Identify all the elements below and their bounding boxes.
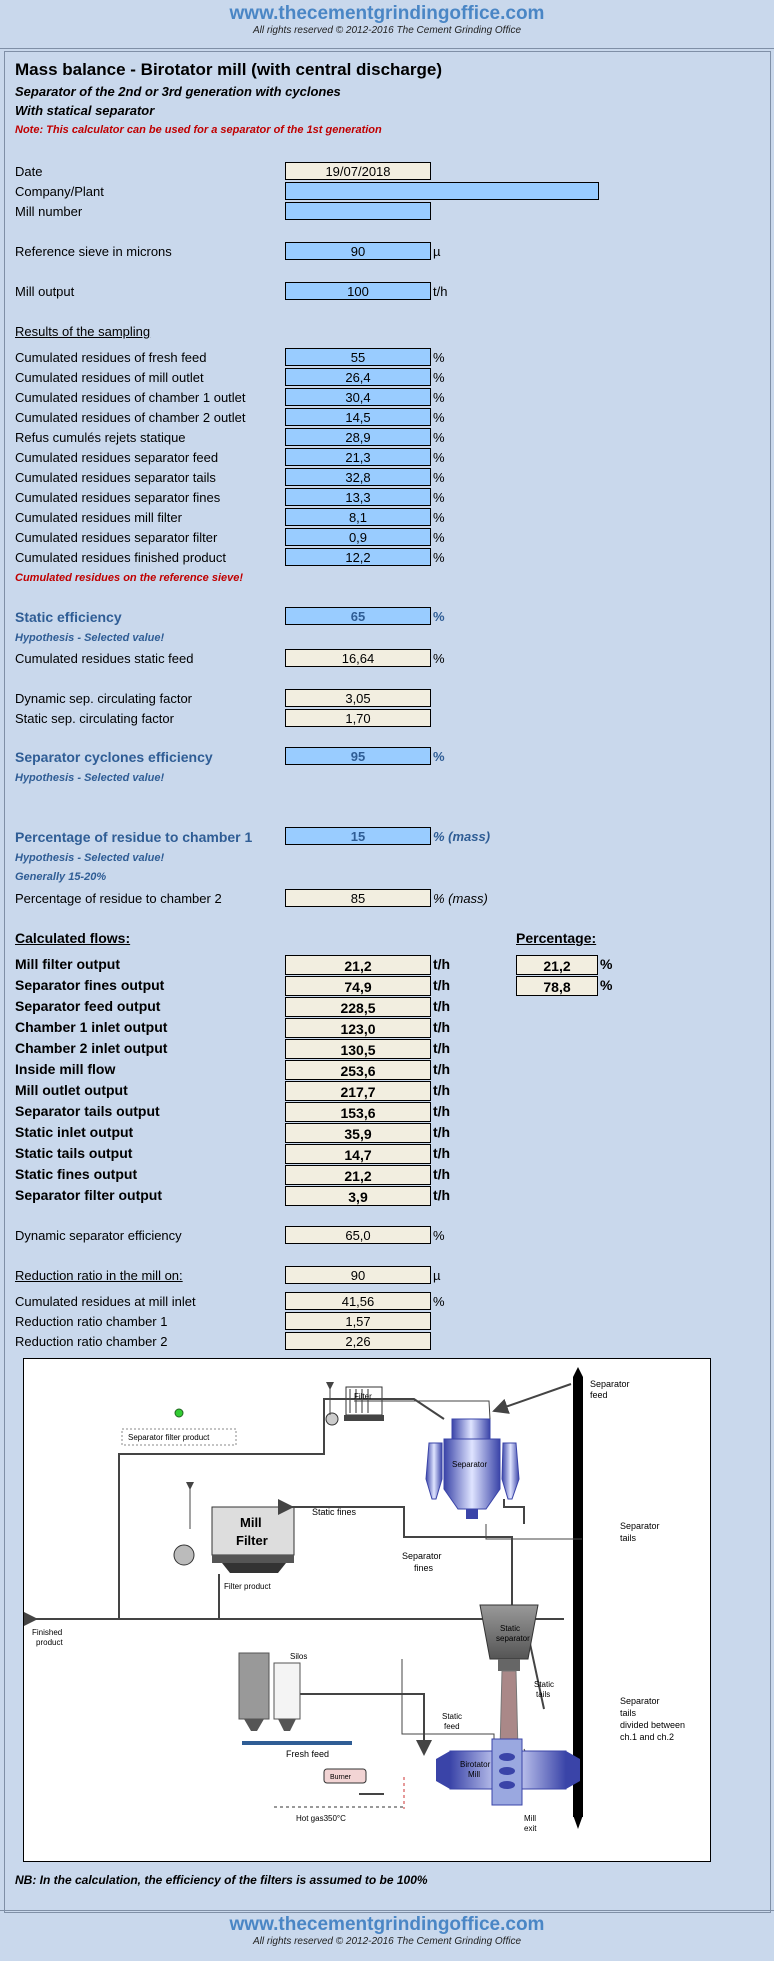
sampling-row-field[interactable]: 26,4 xyxy=(285,368,431,386)
residue-ch2-label: Percentage of residue to chamber 2 xyxy=(15,891,222,906)
sampling-row-unit: % xyxy=(433,490,445,505)
lbl-finished-2: product xyxy=(36,1638,63,1647)
flow-row-label: Inside mill flow xyxy=(15,1061,116,1077)
sampling-row-label: Cumulated residues finished product xyxy=(15,550,227,565)
top-header xyxy=(0,3,774,36)
flow-row-label: Mill outlet output xyxy=(15,1082,128,1098)
lbl-hot-gas: Hot gas350°C xyxy=(296,1814,346,1823)
inlet-res-label: Cumulated residues at mill inlet xyxy=(15,1294,196,1309)
mill-output-label: Mill output xyxy=(15,284,75,299)
process-diagram xyxy=(23,1358,711,1862)
pct-unit: % xyxy=(600,977,613,993)
sampling-row-field[interactable]: 14,5 xyxy=(285,408,431,426)
flow-row-value: 253,6 xyxy=(285,1060,431,1080)
site-link[interactable]: www.thecementgrindingoffice.com xyxy=(229,3,545,24)
flow-row-unit: t/h xyxy=(433,1145,451,1161)
mill-output-field[interactable]: 100 xyxy=(285,282,431,300)
sampling-row-unit: % xyxy=(433,390,445,405)
pct-value: 78,8 xyxy=(516,976,598,996)
static-eff-field[interactable]: 65 xyxy=(285,607,431,625)
sampling-row-unit: % xyxy=(433,350,445,365)
sampling-row-label: Cumulated residues separator feed xyxy=(15,450,219,465)
flow-row-value: 3,9 xyxy=(285,1186,431,1206)
reduction-sieve-unit: µ xyxy=(433,1268,441,1283)
pct-value: 21,2 xyxy=(516,955,598,975)
cyclones-field[interactable]: 95 xyxy=(285,747,431,765)
date-field[interactable]: 19/07/2018 xyxy=(285,162,431,180)
lbl-static-feed-2: feed xyxy=(444,1722,460,1731)
static-eff-unit: % xyxy=(433,609,445,624)
inlet-res-value: 41,56 xyxy=(285,1292,431,1310)
lbl-tails-div-1: Separator xyxy=(620,1696,660,1706)
sampling-row-label: Cumulated residues separator filter xyxy=(15,530,218,545)
lbl-separator: Separator xyxy=(452,1460,488,1469)
bucket-elevator xyxy=(573,1377,583,1817)
flow-row-label: Separator fines output xyxy=(15,977,165,993)
lbl-tails-div-4: ch.1 and ch.2 xyxy=(620,1732,675,1742)
flow-row-value: 228,5 xyxy=(285,997,431,1017)
sampling-row-field[interactable]: 0,9 xyxy=(285,528,431,546)
flow-row-value: 21,2 xyxy=(285,1165,431,1185)
lbl-birotator-1: Birotator xyxy=(460,1760,491,1769)
site-link-bottom[interactable]: www.thecementgrindingoffice.com xyxy=(229,1914,545,1935)
flow-row-label: Static inlet output xyxy=(15,1124,134,1140)
lbl-sep-tails-2: tails xyxy=(620,1533,637,1543)
mill-number-field[interactable] xyxy=(285,202,431,220)
divider-bottom xyxy=(0,1910,774,1911)
sieve-label: Reference sieve in microns xyxy=(15,244,172,259)
flow-row-value: 217,7 xyxy=(285,1081,431,1101)
flow-row-unit: t/h xyxy=(433,998,451,1014)
static-feed-label: Cumulated residues static feed xyxy=(15,651,194,666)
flow-row-value: 21,2 xyxy=(285,955,431,975)
dyn-eff-label: Dynamic separator efficiency xyxy=(15,1228,182,1243)
lbl-sep-feed-2: feed xyxy=(590,1390,608,1400)
sampling-row-label: Cumulated residues of chamber 1 outlet xyxy=(15,390,246,405)
stat-circ-value: 1,70 xyxy=(285,709,431,727)
sampling-note: Cumulated residues on the reference sieve! xyxy=(15,572,244,584)
sampling-row-field[interactable]: 28,9 xyxy=(285,428,431,446)
subtitle-2: With statical separator xyxy=(15,103,155,118)
flow-row-label: Chamber 2 inlet output xyxy=(15,1040,168,1056)
lbl-filter-product: Filter product xyxy=(224,1582,271,1591)
mill-filter-unit xyxy=(174,1507,294,1573)
sampling-row-label: Cumulated residues of fresh feed xyxy=(15,350,207,365)
lbl-tails-div-3: divided between xyxy=(620,1720,686,1730)
copyright-bottom: All rights reserved © 2012-2016 The Cement Grinding Office xyxy=(252,1936,522,1947)
flows-heading: Calculated flows: xyxy=(15,930,131,946)
page-title: Mass balance - Birotator mill (with central discharge) xyxy=(15,60,442,79)
flow-row-label: Chamber 1 inlet output xyxy=(15,1019,168,1035)
lbl-mill-filter-2: Filter xyxy=(236,1533,268,1548)
sampling-row-label: Cumulated residues of mill outlet xyxy=(15,370,204,385)
lbl-sep-feed-1: Separator xyxy=(590,1379,630,1389)
birotator-mill-unit xyxy=(436,1739,580,1805)
flow-row-value: 35,9 xyxy=(285,1123,431,1143)
sampling-row-field[interactable]: 13,3 xyxy=(285,488,431,506)
stat-circ-label: Static sep. circulating factor xyxy=(15,711,174,726)
lbl-burner: Burner xyxy=(330,1774,352,1781)
mill-number-label: Mill number xyxy=(15,204,83,219)
static-feed-value: 16,64 xyxy=(285,649,431,667)
company-field[interactable] xyxy=(285,182,599,200)
sampling-row-label: Cumulated residues separator fines xyxy=(15,490,221,505)
sampling-row-label: Refus cumulés rejets statique xyxy=(15,430,186,445)
lbl-static-sep-1: Static xyxy=(500,1624,521,1633)
flow-row-unit: t/h xyxy=(433,1040,451,1056)
lbl-static-sep-2: separator xyxy=(496,1634,530,1643)
divider xyxy=(0,48,774,49)
pct-unit: % xyxy=(600,956,613,972)
flow-row-unit: t/h xyxy=(433,1103,451,1119)
lbl-static-fines: Static fines xyxy=(312,1507,357,1517)
cyclones-label: Separator cyclones efficiency xyxy=(15,749,213,765)
footnote: NB: In the calculation, the efficiency of the filters is assumed to be 100% xyxy=(15,1873,428,1887)
residue-hyp: Hypothesis - Selected value! xyxy=(15,852,165,864)
flow-row-unit: t/h xyxy=(433,1061,451,1077)
sampling-row-field[interactable]: 55 xyxy=(285,348,431,366)
residue-hint: Generally 15-20% xyxy=(15,871,107,883)
sampling-row-unit: % xyxy=(433,370,445,385)
copyright: All rights reserved © 2012-2016 The Cement Grinding Office xyxy=(252,25,522,36)
flow-row-unit: t/h xyxy=(433,977,451,993)
sieve-unit: µ xyxy=(433,244,441,259)
lbl-finished-1: Finished xyxy=(32,1628,63,1637)
sampling-row-unit: % xyxy=(433,470,445,485)
flow-row-unit: t/h xyxy=(433,1082,451,1098)
lbl-tails-div-2: tails xyxy=(620,1708,637,1718)
ratio-ch1-label: Reduction ratio chamber 1 xyxy=(15,1314,168,1329)
flow-row-unit: t/h xyxy=(433,1124,451,1140)
dyn-eff-value: 65,0 xyxy=(285,1226,431,1244)
residue-ch1-field[interactable]: 15 xyxy=(285,827,431,845)
company-label: Company/Plant xyxy=(15,184,104,199)
flow-row-label: Static tails output xyxy=(15,1145,133,1161)
dyn-circ-value: 3,05 xyxy=(285,689,431,707)
lbl-sep-fines-1: Separator xyxy=(402,1551,442,1561)
sampling-heading: Results of the sampling xyxy=(15,324,151,339)
flow-row-value: 153,6 xyxy=(285,1102,431,1122)
lbl-sep-filter-product: Separator filter product xyxy=(128,1433,210,1442)
flow-row-value: 74,9 xyxy=(285,976,431,996)
residue-ch2-value: 85 xyxy=(285,889,431,907)
lbl-birotator-2: Mill xyxy=(468,1770,480,1779)
sampling-row-field[interactable]: 21,3 xyxy=(285,448,431,466)
lbl-silos: Silos xyxy=(290,1652,308,1661)
diagram-svg xyxy=(24,1359,710,1861)
lbl-filter: Filter xyxy=(354,1392,372,1401)
flow-row-label: Separator feed output xyxy=(15,998,161,1014)
flow-row-unit: t/h xyxy=(433,1166,451,1182)
flow-row-label: Mill filter output xyxy=(15,956,120,972)
lbl-mill-exit-2: exit xyxy=(524,1824,537,1833)
percentage-heading: Percentage: xyxy=(516,930,597,946)
static-eff-label: Static efficiency xyxy=(15,609,122,625)
sampling-row-field[interactable]: 12,2 xyxy=(285,548,431,566)
lbl-static-tails-2: tails xyxy=(536,1690,551,1699)
sieve-field[interactable]: 90 xyxy=(285,242,431,260)
inlet-res-unit: % xyxy=(433,1294,445,1309)
flow-row-unit: t/h xyxy=(433,956,451,972)
sampling-row-unit: % xyxy=(433,550,445,565)
sampling-row-unit: % xyxy=(433,530,445,545)
flow-row-label: Separator tails output xyxy=(15,1103,160,1119)
flow-row-unit: t/h xyxy=(433,1187,451,1203)
residue-ch1-unit: % (mass) xyxy=(433,829,491,844)
note-1st-gen: Note: This calculator can be used for a separator of the 1st generation xyxy=(15,124,382,136)
flow-row-value: 123,0 xyxy=(285,1018,431,1038)
dyn-eff-unit: % xyxy=(433,1228,445,1243)
lbl-mill-filter-1: Mill xyxy=(240,1515,262,1530)
flow-row-label: Static fines output xyxy=(15,1166,138,1182)
lbl-fresh-feed: Fresh feed xyxy=(286,1749,330,1759)
lbl-sep-tails-1: Separator xyxy=(620,1521,660,1531)
flow-row-value: 14,7 xyxy=(285,1144,431,1164)
static-feed-unit: % xyxy=(433,651,445,666)
residue-ch2-unit: % (mass) xyxy=(433,891,488,906)
sampling-row-field[interactable]: 30,4 xyxy=(285,388,431,406)
sampling-row-unit: % xyxy=(433,450,445,465)
sampling-row-field[interactable]: 32,8 xyxy=(285,468,431,486)
ratio-ch1-value: 1,57 xyxy=(285,1312,431,1330)
lbl-sep-fines-2: fines xyxy=(414,1563,434,1573)
silos-unit xyxy=(239,1653,352,1745)
static-hyp: Hypothesis - Selected value! xyxy=(15,632,165,644)
sampling-row-unit: % xyxy=(433,410,445,425)
sampling-row-label: Cumulated residues separator tails xyxy=(15,470,216,485)
cyclones-unit: % xyxy=(433,749,445,764)
flow-row-label: Separator filter output xyxy=(15,1187,163,1203)
dyn-circ-label: Dynamic sep. circulating factor xyxy=(15,691,193,706)
sampling-row-unit: % xyxy=(433,510,445,525)
lbl-static-tails-1: Static xyxy=(534,1680,555,1689)
ratio-ch2-label: Reduction ratio chamber 2 xyxy=(15,1334,168,1349)
sampling-row-label: Cumulated residues of chamber 2 outlet xyxy=(15,410,246,425)
reduction-heading: Reduction ratio in the mill on: xyxy=(15,1268,183,1283)
sampling-row-field[interactable]: 8,1 xyxy=(285,508,431,526)
flow-row-unit: t/h xyxy=(433,1019,451,1035)
sampling-row-unit: % xyxy=(433,430,445,445)
reduction-sieve: 90 xyxy=(285,1266,431,1284)
subtitle-1: Separator of the 2nd or 3rd generation with cyclones xyxy=(15,84,341,99)
sampling-row-label: Cumulated residues mill filter xyxy=(15,510,182,525)
cyclones-hyp: Hypothesis - Selected value! xyxy=(15,772,165,784)
bottom-header xyxy=(0,1914,774,1947)
flow-row-value: 130,5 xyxy=(285,1039,431,1059)
separator-unit xyxy=(426,1419,519,1519)
ratio-ch2-value: 2,26 xyxy=(285,1332,431,1350)
mill-output-unit: t/h xyxy=(433,284,448,299)
date-label: Date xyxy=(15,164,43,179)
lbl-mill-exit-1: Mill xyxy=(524,1814,536,1823)
residue-ch1-label: Percentage of residue to chamber 1 xyxy=(15,829,253,845)
lbl-static-feed-1: Static xyxy=(442,1712,463,1721)
